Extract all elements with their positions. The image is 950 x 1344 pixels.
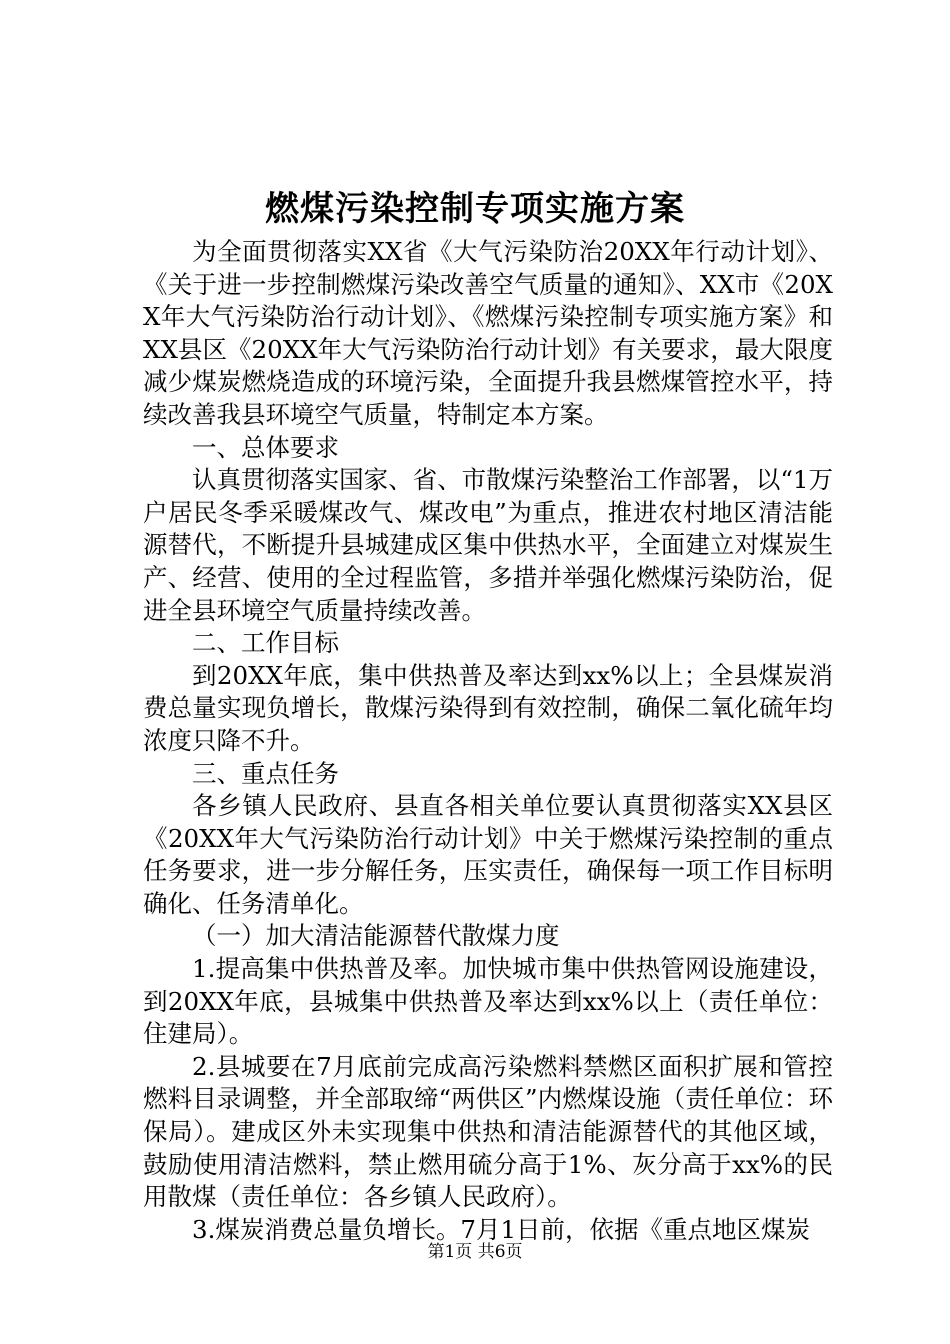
section3-paragraph: 各乡镇人民政府、县直各相关单位要认真贯彻落实XX县区《20XX年大气污染防治行动计划》中关于燃煤污染控制的重点任务要求，进一步分解任务，压实责任，确保每一项工作目标明确化、任务清单化。 — [143, 791, 833, 918]
section1-heading: 一、总体要求 — [192, 432, 339, 462]
subsection1-heading: （一）加大清洁能源替代散煤力度 — [192, 921, 560, 951]
section2-paragraph: 到20XX年底，集中供热普及率达到xx%以上；全县煤炭消费总量实现负增长，散煤污染得到有效控制，确保二氧化硫年均浓度只降不升。 — [143, 660, 833, 755]
section2-heading: 二、工作目标 — [192, 628, 339, 658]
item1-paragraph: 1.提高集中供热普及率。加快城市集中供热管网设施建设，到20XX年底，县城集中供热普及率达到xx%以上（责任单位：住建局）。 — [143, 954, 833, 1049]
section1-paragraph: 认真贯彻落实国家、省、市散煤污染整治工作部署，以“1万户居民冬季采暖煤改气、煤改电”为重点，推进农村地区清洁能源替代，不断提升县城建成区集中供热水平，全面建立对煤炭生产、经营、使用的全过程监管，多措并举强化燃煤污染防治，促进全县环境空气质量持续改善。 — [143, 465, 833, 625]
document-title: 燃煤污染控制专项实施方案 — [265, 189, 685, 229]
page-footer: 第1页 共6页 — [427, 1242, 523, 1262]
item3-paragraph: 3.煤炭消费总量负增长。7月1日前，依据《重点地区煤炭 — [192, 1214, 811, 1244]
section3-heading: 三、重点任务 — [192, 758, 339, 788]
document-body — [143, 236, 833, 1246]
intro-paragraph: 为全面贯彻落实XX省《大气污染防治20XX年行动计划》、《关于进一步控制燃煤污染改善空气质量的通知》、XX市《20XX年大气污染防治行动计划》、《燃煤污染控制专项实施方案》和XX县区《20XX年大气污染防治行动计划》有关要求，最大限度减少煤炭燃烧造成的环境污染，全面提升我县燃煤管控水平，持续改善我县环境空气质量，特制定本方案。 — [143, 237, 833, 429]
item2-paragraph: 2.县城要在7月底前完成高污染燃料禁燃区面积扩展和管控燃料目录调整，并全部取缔“两供区”内燃煤设施（责任单位：环保局）。建成区外未实现集中供热和清洁能源替代的其他区域，鼓励使用清洁燃料，禁止燃用硫分高于1%、灰分高于xx%的民用散煤（责任单位：各乡镇人民政府）。 — [143, 1051, 833, 1212]
